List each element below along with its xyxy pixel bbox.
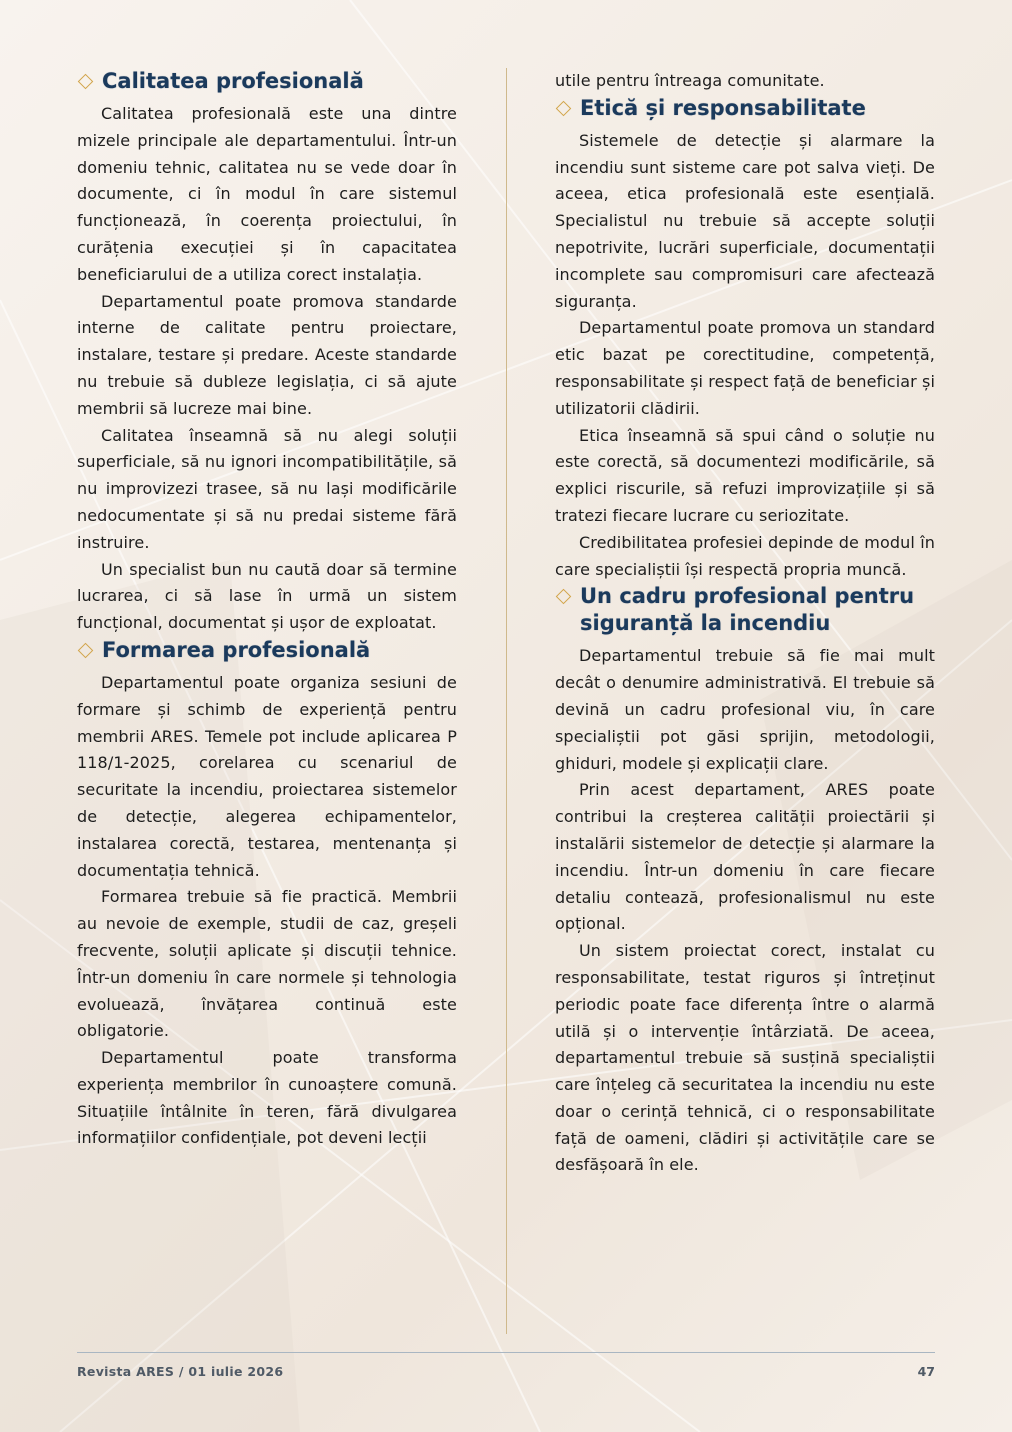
section-heading-formarea: Formarea profesională <box>77 637 457 664</box>
paragraph: Departamentul poate promova standarde interne de calitate pentru proiectare, instalare, testare și predare. Aceste standarde nu trebuie să dubleze legislația, ci să ajute membrii să lucreze mai bine. <box>77 291 457 418</box>
section-heading-calitatea: Calitatea profesională <box>77 68 457 95</box>
paragraph: Calitatea profesională este una dintre mizele principale ale departamentului. Într-un domeniu tehnic, calitatea nu se vede doar în documente, ci în modul în care sistemul funcționează, în coerența proiectului, în curățenia execuției și în capacitatea beneficiarului de a utiliza corect instalația. <box>77 104 457 284</box>
paragraph-continuation: utile pentru întreaga comunitate. <box>555 71 825 90</box>
section-heading-cadru: Un cadru profesional pentru siguranță la incendiu <box>555 583 935 637</box>
paragraph: Formarea trebuie să fie practică. Membrii au nevoie de exemple, studii de caz, greșeli frecvente, soluții aplicate și discuții tehnice. Într-un domeniu în care normele și tehnologia evoluează, învățarea continuă este obligatorie. <box>77 887 457 1041</box>
paragraph: Credibilitatea profesiei depinde de modul în care specialiștii își respectă propria muncă. <box>555 532 935 579</box>
paragraph: Departamentul trebuie să fie mai mult decât o denumire administrativă. El trebuie să devină un cadru profesional viu, în care specialiștii pot găsi sprijin, metodologii, ghiduri, modele și explicații clare. <box>555 646 935 773</box>
paragraph: Un specialist bun nu caută doar să termine lucrarea, ci să lase în urmă un sistem funcțional, documentat și ușor de exploatat. <box>77 559 457 633</box>
paragraph: Prin acest departament, ARES poate contribui la creșterea calității proiectării și instalării sistemelor de detecție și alarmare la incendiu. Într-un domeniu în care fiecare detaliu contează, profesionalismul nu este opțional. <box>555 780 935 934</box>
diamond-bullet-icon <box>556 101 572 117</box>
right-column <box>555 68 935 1179</box>
paragraph: Etica înseamnă să spui când o soluție nu este corectă, să documentezi modificările, să explici riscurile, să refuzi improvizațiile și să tratezi fiecare lucrare cu seriozitate. <box>555 425 935 525</box>
paragraph: Departamentul poate organiza sesiuni de formare și schimb de experiență pentru membrii ARES. Temele pot include aplicarea P 118/1-2025, corelarea cu scenariul de securitate la incendiu, proiectarea sistemelor de detecție, alegerea echipamentelor, instalarea corectă, testarea, mentenanța și documentația tehnică. <box>77 672 457 880</box>
column-divider <box>506 68 507 1334</box>
footer-publication: Revista ARES / 01 iulie 2026 <box>77 1364 284 1379</box>
paragraph: Departamentul poate promova un standard etic bazat pe corectitudine, competență, responsabilitate și respect față de beneficiar și utilizatorii clădirii. <box>555 318 935 418</box>
paragraph: Un sistem proiectat corect, instalat cu responsabilitate, testat riguros și întreținut periodic poate face diferența între o alarmă utilă și o intervenție întârziată. De aceea, departamentul trebuie să susțină specialiștii care înțeleg că securitatea la incendiu nu este doar o cerință tehnică, ci o responsabilitate față de oameni, clădiri și activitățile care se desfășoară în ele. <box>555 941 935 1175</box>
footer-rule <box>77 1352 935 1353</box>
page-number: 47 <box>917 1364 935 1379</box>
diamond-bullet-icon <box>78 74 94 90</box>
section-heading-etica: Etică și responsabilitate <box>555 95 935 122</box>
paragraph: Departamentul poate transforma experiența membrilor în cunoaștere comună. Situațiile întâlnite în teren, fără divulgarea informațiilor confidențiale, pot deveni lecții <box>77 1048 457 1148</box>
left-column <box>77 68 457 1152</box>
paragraph: Sistemele de detecție și alarmare la incendiu sunt sisteme care pot salva vieți. De aceea, etica profesională este esențială. Specialistul nu trebuie să accepte soluții nepotrivite, lucrări superficiale, documentații incomplete sau compromisuri care afectează siguranța. <box>555 130 935 311</box>
paragraph: Calitatea înseamnă să nu alegi soluții superficiale, să nu ignori incompatibilitățile, să nu improvizezi trasee, să nu lași modificările nedocumentate și să nu predai sisteme fără instruire. <box>77 425 457 552</box>
diamond-bullet-icon <box>556 589 572 605</box>
diamond-bullet-icon <box>78 643 94 659</box>
